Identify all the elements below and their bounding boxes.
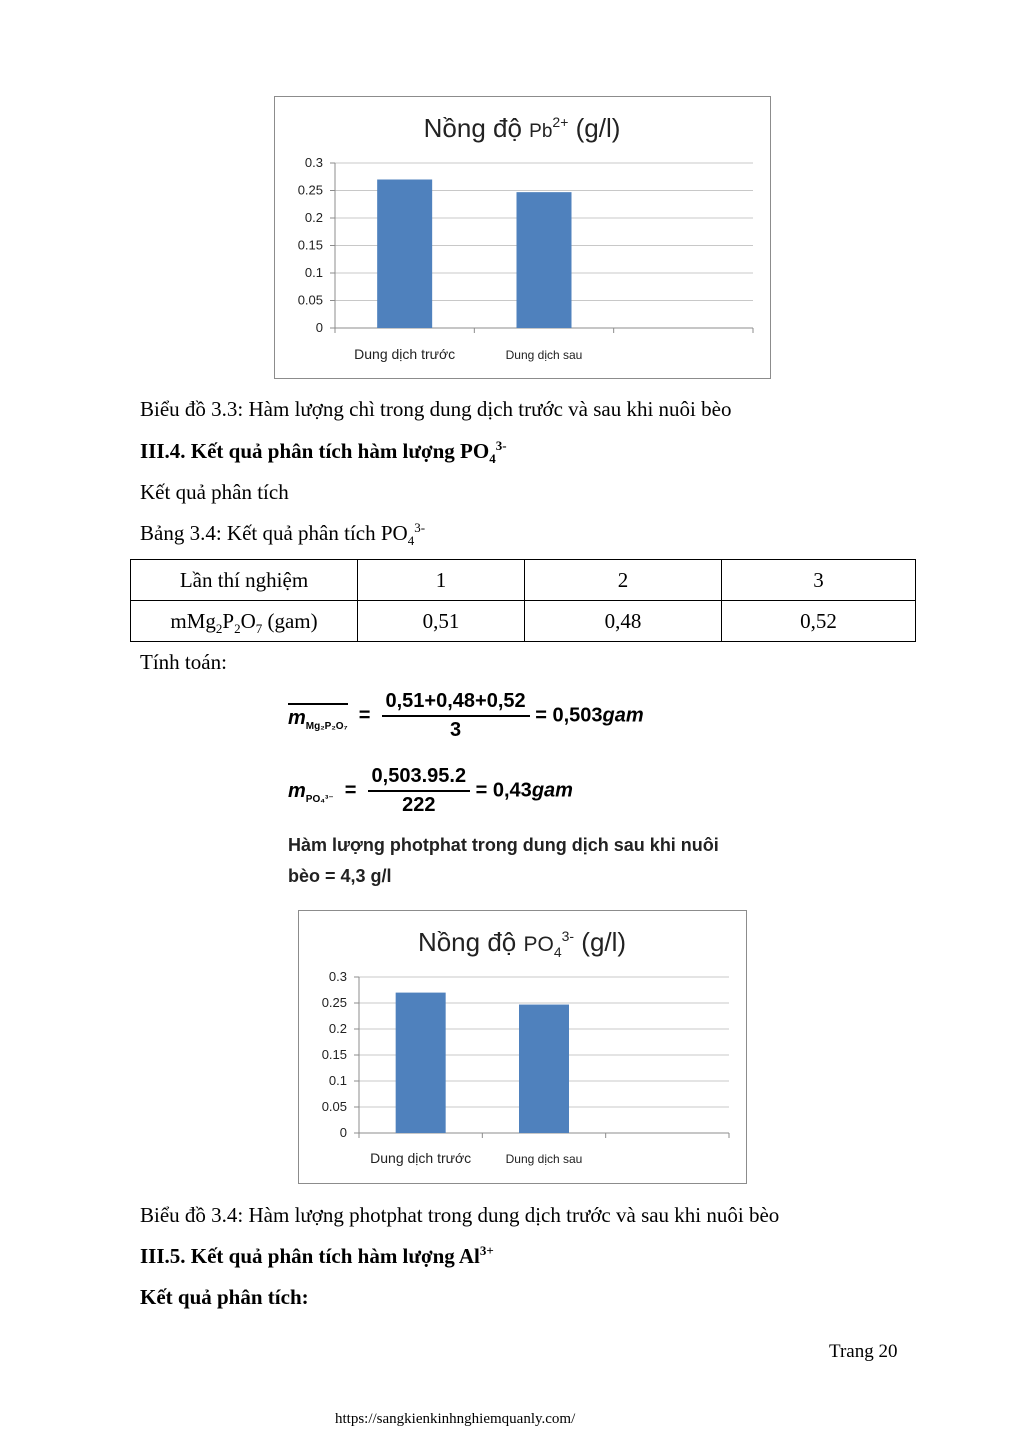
y-tick-label: 0.2 — [304, 210, 323, 225]
y-tick-label: 0.25 — [321, 995, 347, 1010]
x-category-label: Dung dịch sau — [505, 348, 583, 362]
chart-pb-title: Nồng độ $Pb^{2+}$ (g/l) — [423, 113, 621, 143]
bar-1 — [377, 180, 432, 329]
y-tick-label: 0.05 — [297, 292, 323, 308]
heading-iii-5: III.5. Kết quả phân tích hàm lượng $Al^{3+}$ — [140, 1243, 494, 1268]
caption-chart-3-4: Biểu đồ 3.4: Hàm lượng photphat trong dung dịch trước và sau khi nuôi bèo — [140, 1203, 780, 1227]
caption-chart-3-3: Biểu đồ 3.3: Hàm lượng chì trong dung dịch trước và sau khi nuôi bèo — [140, 397, 732, 421]
table-header-label: Lần thí nghiệm — [131, 560, 358, 601]
table-value-3: 0,52 — [722, 601, 916, 642]
bar-2 — [519, 1005, 569, 1133]
y-tick-label: 0.15 — [297, 237, 323, 253]
y-tick-label: 0 — [339, 1125, 347, 1140]
table-row-label: $mMg_2P_2O_7$ (gam) — [131, 601, 358, 642]
table-caption: Bảng 3.4: Kết quả phân tích $PO_4^{3-}$ — [140, 520, 426, 549]
table-trial-3: 3 — [722, 560, 916, 601]
y-tick-label: 0.3 — [304, 155, 323, 170]
phosphate-note: Hàm lượng photphat trong dung dịch sau khi nuôi bèo = 4,3 g/l — [288, 835, 719, 886]
table-row — [131, 601, 916, 642]
result-label-35: Kết quả phân tích: — [140, 1285, 309, 1309]
table-value-2: 0,48 — [525, 601, 722, 642]
x-category-label: Dung dịch trước — [354, 346, 456, 362]
footer-url[interactable]: https://sangkienkinhnghiemquanly.com/ — [335, 1411, 576, 1427]
heading-iii-4: III.4. Kết quả phân tích hàm lượng $PO_4^{3-}$ — [140, 438, 507, 467]
chart-po4-title: Nồng độ $PO_4^{3-}$ (g/l) — [417, 927, 627, 960]
result-label: Kết quả phân tích — [140, 480, 289, 504]
table-trial-2: 2 — [525, 560, 722, 601]
bar-2 — [517, 192, 572, 328]
y-tick-label: 0.25 — [297, 182, 323, 198]
y-tick-label: 0.05 — [321, 1099, 347, 1114]
chart-pb — [274, 96, 771, 379]
chart-pb-svg — [275, 97, 770, 378]
bar-1 — [396, 993, 446, 1133]
x-category-label: Dung dịch sau — [505, 1152, 583, 1166]
table-value-1: 0,51 — [358, 601, 525, 642]
y-tick-label: 0.15 — [321, 1047, 347, 1062]
results-table — [130, 559, 916, 642]
formula-mean: $m_{Mg_2P_2O_7}$ = $\frac{0,51+0,48+0,52}{3}$ = 0,503gam — [288, 690, 644, 741]
table-trial-1: 1 — [358, 560, 525, 601]
y-tick-label: 0.1 — [328, 1073, 347, 1088]
formula-po4: $m_{PO_4^{3-}}$ = $\frac{0,503.95.2}{222}$ = 0,43gam — [288, 765, 573, 816]
y-tick-label: 0.2 — [328, 1021, 347, 1036]
calc-label: Tính toán: — [140, 650, 227, 674]
table-row — [131, 560, 916, 601]
x-category-label: Dung dịch trước — [370, 1150, 472, 1166]
chart-po4 — [298, 910, 747, 1184]
page-number: Trang 20 — [829, 1341, 898, 1362]
y-tick-label: 0 — [315, 320, 323, 335]
y-tick-label: 0.1 — [304, 265, 323, 280]
chart-po4-svg — [299, 911, 746, 1183]
y-tick-label: 0.3 — [328, 969, 347, 984]
